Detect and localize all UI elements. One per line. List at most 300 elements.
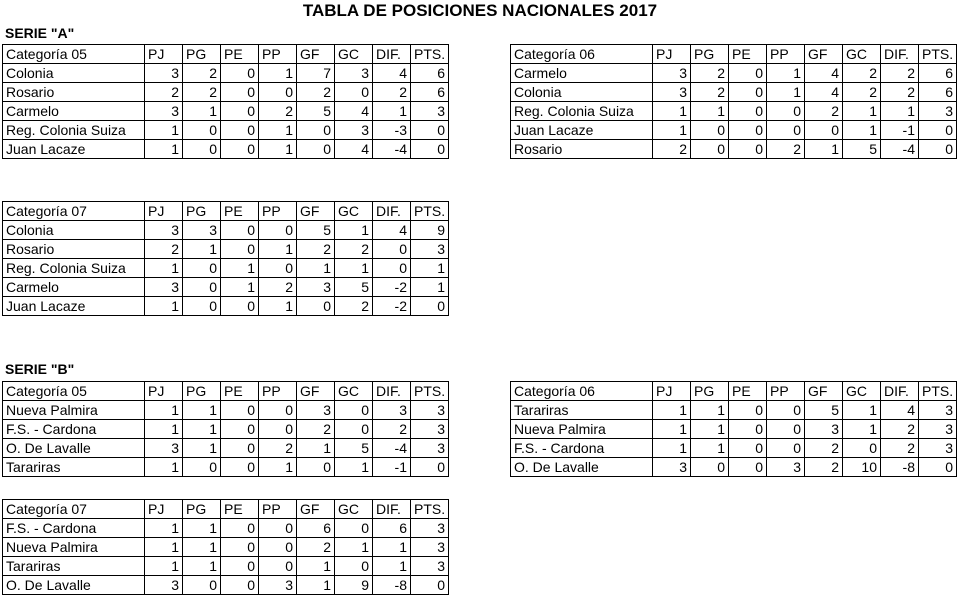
stat-cell: 3 — [411, 519, 449, 538]
team-name-cell: Nueva Palmira — [3, 401, 145, 420]
stat-cell: 0 — [729, 439, 767, 458]
stat-cell: 0 — [259, 519, 297, 538]
stat-cell: 1 — [335, 221, 373, 240]
table-row — [3, 557, 449, 576]
table-header-row — [3, 382, 449, 401]
team-name-cell: Colonia — [3, 64, 145, 83]
table-header-row — [511, 45, 957, 64]
stat-cell: -8 — [373, 576, 411, 595]
stat-cell: 0 — [335, 557, 373, 576]
table-row — [3, 140, 449, 159]
column-header: DIF. — [373, 500, 411, 519]
stat-cell: 4 — [335, 102, 373, 121]
stat-cell: 3 — [653, 83, 691, 102]
stat-cell: 4 — [805, 64, 843, 83]
stat-cell: 6 — [919, 64, 957, 83]
column-header: DIF. — [881, 382, 919, 401]
stat-cell: 0 — [259, 420, 297, 439]
stat-cell: 1 — [297, 259, 335, 278]
stat-cell: 0 — [691, 121, 729, 140]
stat-cell: 2 — [335, 297, 373, 316]
table-row — [3, 102, 449, 121]
stat-cell: 0 — [411, 458, 449, 477]
column-header: PTS. — [919, 45, 957, 64]
stat-cell: 1 — [221, 259, 259, 278]
column-header: PTS. — [919, 382, 957, 401]
stat-cell: 6 — [373, 519, 411, 538]
stat-cell: 1 — [183, 557, 221, 576]
team-name-cell: Reg. Colonia Suiza — [3, 259, 145, 278]
stat-cell: 3 — [297, 401, 335, 420]
column-header: PJ — [653, 45, 691, 64]
stat-cell: 1 — [259, 240, 297, 259]
stat-cell: 2 — [259, 278, 297, 297]
team-name-cell: Rosario — [3, 83, 145, 102]
stat-cell: 0 — [729, 458, 767, 477]
column-header: PJ — [145, 500, 183, 519]
team-name-cell: Carmelo — [3, 278, 145, 297]
column-header: DIF. — [373, 45, 411, 64]
stat-cell: 0 — [183, 458, 221, 477]
stat-cell: 0 — [297, 458, 335, 477]
stat-cell: 1 — [183, 420, 221, 439]
table-header-row — [3, 500, 449, 519]
category-header: Categoría 05 — [3, 382, 145, 401]
stat-cell: 3 — [411, 538, 449, 557]
stat-cell: 6 — [919, 83, 957, 102]
stat-cell: 0 — [221, 401, 259, 420]
stat-cell: 0 — [221, 83, 259, 102]
team-name-cell: Juan Lacaze — [3, 297, 145, 316]
column-header: GC — [335, 500, 373, 519]
table-row — [511, 102, 957, 121]
stat-cell: 2 — [691, 64, 729, 83]
stat-cell: 2 — [335, 240, 373, 259]
stat-cell: 5 — [297, 102, 335, 121]
stat-cell: 3 — [259, 576, 297, 595]
stat-cell: -2 — [373, 278, 411, 297]
stat-cell: 3 — [653, 458, 691, 477]
stat-cell: 0 — [411, 121, 449, 140]
table-row — [3, 458, 449, 477]
stat-cell: 2 — [145, 83, 183, 102]
stat-cell: 2 — [297, 240, 335, 259]
stat-cell: 4 — [881, 401, 919, 420]
stat-cell: 10 — [843, 458, 881, 477]
table-row — [3, 278, 449, 297]
stat-cell: 5 — [297, 221, 335, 240]
stat-cell: 0 — [767, 401, 805, 420]
stat-cell: 1 — [259, 121, 297, 140]
column-header: PP — [767, 382, 805, 401]
stat-cell: 4 — [335, 140, 373, 159]
column-header: PJ — [145, 202, 183, 221]
column-header: DIF. — [881, 45, 919, 64]
stat-cell: 0 — [221, 140, 259, 159]
stat-cell: 3 — [145, 576, 183, 595]
stat-cell: 2 — [373, 83, 411, 102]
column-header: PG — [183, 500, 221, 519]
stat-cell: 1 — [145, 140, 183, 159]
stat-cell: 3 — [411, 401, 449, 420]
team-name-cell: Reg. Colonia Suiza — [511, 102, 653, 121]
stat-cell: 1 — [297, 557, 335, 576]
stat-cell: 0 — [183, 259, 221, 278]
stat-cell: 3 — [653, 64, 691, 83]
team-name-cell: Tarariras — [3, 557, 145, 576]
stat-cell: 0 — [221, 121, 259, 140]
stat-cell: -1 — [881, 121, 919, 140]
stat-cell: 0 — [297, 140, 335, 159]
stat-cell: 1 — [843, 121, 881, 140]
stat-cell: 1 — [373, 102, 411, 121]
stat-cell: 2 — [767, 140, 805, 159]
column-header: PTS. — [411, 382, 449, 401]
stat-cell: 0 — [221, 557, 259, 576]
stat-cell: 0 — [183, 140, 221, 159]
stat-cell: 3 — [373, 401, 411, 420]
stat-cell: 5 — [805, 401, 843, 420]
table-row — [3, 64, 449, 83]
stat-cell: 1 — [691, 401, 729, 420]
table-row — [3, 420, 449, 439]
stat-cell: 2 — [297, 538, 335, 557]
stat-cell: 0 — [843, 439, 881, 458]
column-header: PG — [691, 382, 729, 401]
stat-cell: 2 — [843, 64, 881, 83]
stat-cell: 3 — [919, 102, 957, 121]
stat-cell: 1 — [183, 519, 221, 538]
column-header: PE — [221, 202, 259, 221]
stat-cell: 0 — [411, 576, 449, 595]
stat-cell: 0 — [335, 83, 373, 102]
stat-cell: 2 — [183, 64, 221, 83]
column-header: PG — [183, 382, 221, 401]
category-header: Categoría 07 — [3, 500, 145, 519]
table-row — [511, 121, 957, 140]
column-header: PTS. — [411, 45, 449, 64]
stat-cell: -4 — [373, 439, 411, 458]
team-name-cell: Reg. Colonia Suiza — [3, 121, 145, 140]
column-header: GF — [297, 500, 335, 519]
column-header: GC — [843, 382, 881, 401]
stat-cell: 0 — [411, 140, 449, 159]
stat-cell: 0 — [373, 259, 411, 278]
stat-cell: 1 — [653, 102, 691, 121]
stat-cell: 2 — [297, 420, 335, 439]
stat-cell: 2 — [691, 83, 729, 102]
stat-cell: 0 — [729, 420, 767, 439]
column-header: PTS. — [411, 500, 449, 519]
stat-cell: 1 — [805, 140, 843, 159]
stat-cell: 1 — [183, 102, 221, 121]
column-header: PP — [259, 500, 297, 519]
team-name-cell: Rosario — [3, 240, 145, 259]
stat-cell: 9 — [335, 576, 373, 595]
stat-cell: 6 — [411, 64, 449, 83]
column-header: GC — [335, 45, 373, 64]
stat-cell: 0 — [373, 240, 411, 259]
team-name-cell: Nueva Palmira — [511, 420, 653, 439]
stat-cell: 7 — [297, 64, 335, 83]
stat-cell: 2 — [259, 102, 297, 121]
table-row — [511, 64, 957, 83]
table-row — [3, 538, 449, 557]
table-row — [511, 83, 957, 102]
stat-cell: 0 — [183, 576, 221, 595]
stat-cell: 0 — [183, 121, 221, 140]
column-header: DIF. — [373, 202, 411, 221]
stat-cell: 2 — [259, 439, 297, 458]
stat-cell: 0 — [691, 458, 729, 477]
table-row — [511, 140, 957, 159]
stat-cell: 2 — [881, 83, 919, 102]
stat-cell: 1 — [297, 576, 335, 595]
team-name-cell: F.S. - Cardona — [3, 420, 145, 439]
stat-cell: 3 — [183, 221, 221, 240]
stat-cell: 0 — [767, 420, 805, 439]
team-name-cell: O. De Lavalle — [511, 458, 653, 477]
stat-cell: 1 — [145, 538, 183, 557]
stat-cell: 0 — [221, 221, 259, 240]
stat-cell: 6 — [297, 519, 335, 538]
stat-cell: 3 — [767, 458, 805, 477]
stat-cell: 6 — [411, 83, 449, 102]
stat-cell: 1 — [145, 420, 183, 439]
table-row — [511, 458, 957, 477]
stat-cell: 3 — [335, 121, 373, 140]
stat-cell: 0 — [183, 297, 221, 316]
stat-cell: 0 — [221, 458, 259, 477]
stat-cell: 0 — [221, 420, 259, 439]
team-name-cell: Colonia — [511, 83, 653, 102]
stat-cell: 0 — [767, 121, 805, 140]
stat-cell: 3 — [411, 102, 449, 121]
column-header: PE — [221, 45, 259, 64]
stat-cell: 2 — [297, 83, 335, 102]
stat-cell: 3 — [297, 278, 335, 297]
column-header: PG — [183, 45, 221, 64]
table-row — [511, 420, 957, 439]
stat-cell: 3 — [805, 420, 843, 439]
stat-cell: 0 — [729, 83, 767, 102]
standings-table — [510, 381, 957, 477]
table-header-row — [3, 202, 449, 221]
column-header: PG — [691, 45, 729, 64]
column-header: GC — [843, 45, 881, 64]
table-row — [3, 297, 449, 316]
stat-cell: 1 — [881, 102, 919, 121]
category-header: Categoría 05 — [3, 45, 145, 64]
stat-cell: 1 — [653, 401, 691, 420]
stat-cell: 2 — [881, 64, 919, 83]
column-header: GF — [297, 382, 335, 401]
team-name-cell: Rosario — [511, 140, 653, 159]
stat-cell: 0 — [767, 102, 805, 121]
team-name-cell: Carmelo — [3, 102, 145, 121]
team-name-cell: F.S. - Cardona — [3, 519, 145, 538]
column-header: PP — [259, 45, 297, 64]
stat-cell: 0 — [767, 439, 805, 458]
table-row — [3, 576, 449, 595]
stat-cell: 1 — [335, 259, 373, 278]
column-header: PP — [259, 382, 297, 401]
stat-cell: 1 — [335, 458, 373, 477]
table-row — [3, 401, 449, 420]
stat-cell: 3 — [919, 439, 957, 458]
stat-cell: 3 — [411, 240, 449, 259]
stat-cell: -4 — [373, 140, 411, 159]
column-header: PE — [729, 45, 767, 64]
stat-cell: 1 — [653, 439, 691, 458]
stat-cell: 0 — [729, 102, 767, 121]
stat-cell: 1 — [145, 259, 183, 278]
stat-cell: 2 — [183, 83, 221, 102]
team-name-cell: Tarariras — [3, 458, 145, 477]
table-header-row — [511, 382, 957, 401]
column-header: GF — [805, 45, 843, 64]
stat-cell: 3 — [145, 439, 183, 458]
column-header: PP — [767, 45, 805, 64]
column-header: GF — [297, 202, 335, 221]
stat-cell: 1 — [373, 557, 411, 576]
stat-cell: 1 — [411, 278, 449, 297]
stat-cell: -1 — [373, 458, 411, 477]
table-row — [3, 240, 449, 259]
stat-cell: 1 — [145, 297, 183, 316]
stat-cell: 1 — [145, 401, 183, 420]
column-header: GC — [335, 382, 373, 401]
stat-cell: 3 — [145, 278, 183, 297]
column-header: PJ — [145, 45, 183, 64]
stat-cell: 1 — [653, 420, 691, 439]
stat-cell: 0 — [221, 519, 259, 538]
stat-cell: 2 — [373, 420, 411, 439]
stat-cell: 1 — [183, 240, 221, 259]
table-header-row — [3, 45, 449, 64]
stat-cell: 0 — [729, 64, 767, 83]
stat-cell: 0 — [691, 140, 729, 159]
category-header: Categoría 07 — [3, 202, 145, 221]
stat-cell: 0 — [221, 538, 259, 557]
stat-cell: 1 — [259, 458, 297, 477]
stat-cell: 4 — [373, 221, 411, 240]
stat-cell: 1 — [183, 401, 221, 420]
stat-cell: 4 — [805, 83, 843, 102]
team-name-cell: Colonia — [3, 221, 145, 240]
stat-cell: 0 — [221, 64, 259, 83]
column-header: PP — [259, 202, 297, 221]
stat-cell: 3 — [411, 420, 449, 439]
stat-cell: 0 — [297, 297, 335, 316]
column-header: PG — [183, 202, 221, 221]
table-row — [511, 401, 957, 420]
stat-cell: 3 — [411, 557, 449, 576]
table-row — [3, 439, 449, 458]
stat-cell: 1 — [259, 297, 297, 316]
column-header: PE — [221, 382, 259, 401]
stat-cell: 2 — [805, 102, 843, 121]
stat-cell: 0 — [221, 297, 259, 316]
stat-cell: 2 — [805, 458, 843, 477]
stat-cell: -4 — [881, 140, 919, 159]
table-row — [3, 259, 449, 278]
team-name-cell: Juan Lacaze — [511, 121, 653, 140]
stat-cell: 0 — [335, 519, 373, 538]
table-row — [3, 121, 449, 140]
stat-cell: 5 — [843, 140, 881, 159]
stat-cell: 1 — [259, 140, 297, 159]
column-header: GF — [297, 45, 335, 64]
column-header: GC — [335, 202, 373, 221]
stat-cell: 0 — [259, 221, 297, 240]
stat-cell: 0 — [729, 121, 767, 140]
stat-cell: 3 — [919, 401, 957, 420]
standings-table — [2, 201, 449, 316]
stat-cell: 0 — [259, 83, 297, 102]
stat-cell: 3 — [919, 420, 957, 439]
stat-cell: 2 — [653, 140, 691, 159]
standings-table — [510, 44, 957, 159]
stat-cell: -3 — [373, 121, 411, 140]
stat-cell: 0 — [729, 401, 767, 420]
stat-cell: 1 — [145, 557, 183, 576]
stat-cell: 1 — [145, 121, 183, 140]
stat-cell: 0 — [729, 140, 767, 159]
stat-cell: 0 — [411, 297, 449, 316]
stat-cell: 0 — [259, 401, 297, 420]
stat-cell: 1 — [411, 259, 449, 278]
stat-cell: 2 — [881, 439, 919, 458]
stat-cell: -2 — [373, 297, 411, 316]
category-header: Categoría 06 — [511, 45, 653, 64]
stat-cell: 0 — [221, 240, 259, 259]
stat-cell: 9 — [411, 221, 449, 240]
stat-cell: 1 — [691, 102, 729, 121]
stat-cell: 1 — [843, 420, 881, 439]
stat-cell: 0 — [221, 102, 259, 121]
stat-cell: 0 — [221, 439, 259, 458]
stat-cell: 1 — [145, 519, 183, 538]
serie-b-heading: SERIE "B" — [5, 361, 75, 377]
team-name-cell: Juan Lacaze — [3, 140, 145, 159]
stat-cell: 2 — [805, 439, 843, 458]
table-row — [3, 83, 449, 102]
team-name-cell: O. De Lavalle — [3, 576, 145, 595]
table-row — [3, 221, 449, 240]
stat-cell: -8 — [881, 458, 919, 477]
team-name-cell: Carmelo — [511, 64, 653, 83]
stat-cell: 0 — [297, 121, 335, 140]
stat-cell: 0 — [335, 420, 373, 439]
column-header: PJ — [653, 382, 691, 401]
stat-cell: 5 — [335, 278, 373, 297]
column-header: PTS. — [411, 202, 449, 221]
column-header: GF — [805, 382, 843, 401]
column-header: PJ — [145, 382, 183, 401]
stat-cell: 1 — [653, 121, 691, 140]
stat-cell: 3 — [145, 64, 183, 83]
stat-cell: 0 — [259, 557, 297, 576]
column-header: DIF. — [373, 382, 411, 401]
team-name-cell: O. De Lavalle — [3, 439, 145, 458]
table-row — [3, 519, 449, 538]
standings-table — [2, 499, 449, 595]
stat-cell: 1 — [843, 401, 881, 420]
stat-cell: 1 — [373, 538, 411, 557]
stat-cell: 1 — [335, 538, 373, 557]
page-title: TABLA DE POSICIONES NACIONALES 2017 — [302, 1, 658, 20]
